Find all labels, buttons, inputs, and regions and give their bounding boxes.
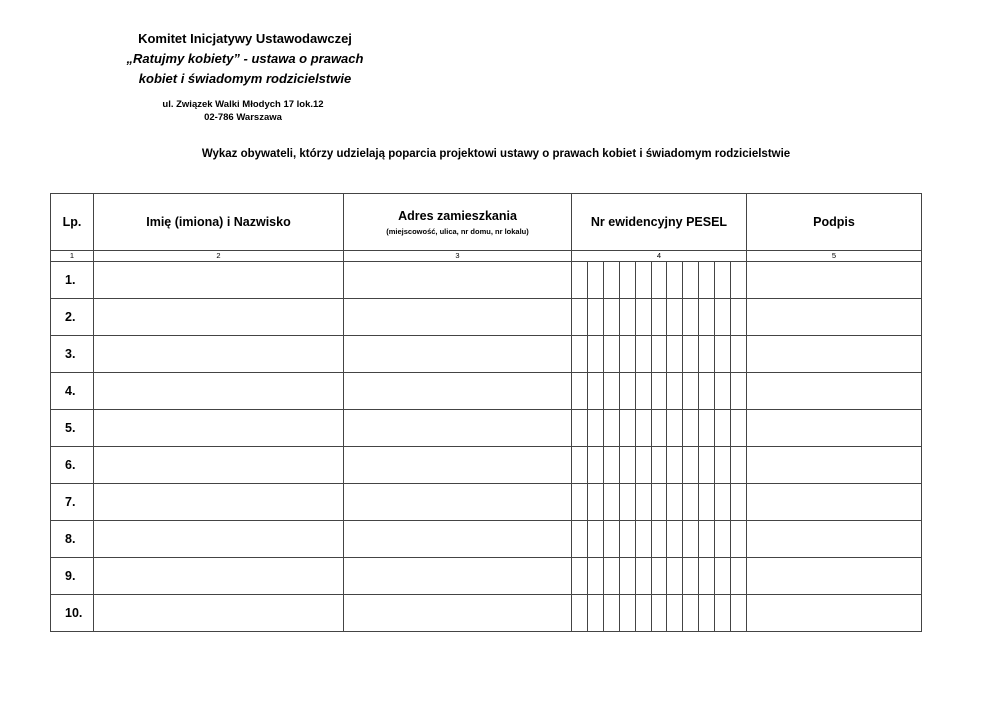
pesel-digit-box[interactable] — [619, 373, 635, 409]
pesel-digit-box[interactable] — [635, 521, 651, 557]
pesel-digit-box[interactable] — [635, 558, 651, 594]
pesel-digit-box[interactable] — [603, 558, 619, 594]
pesel-digit-box[interactable] — [682, 410, 698, 446]
pesel-digit-box[interactable] — [619, 521, 635, 557]
col-number: 5 — [747, 251, 922, 262]
pesel-digit-box[interactable] — [666, 336, 682, 372]
pesel-digit-box[interactable] — [651, 595, 667, 631]
pesel-digit-box[interactable] — [714, 595, 730, 631]
pesel-digit-box[interactable] — [619, 595, 635, 631]
pesel-digit-box[interactable] — [651, 558, 667, 594]
pesel-digit-box[interactable] — [603, 447, 619, 483]
signature-field[interactable] — [747, 447, 922, 484]
pesel-digit-box[interactable] — [635, 410, 651, 446]
pesel-digit-box[interactable] — [587, 558, 603, 594]
pesel-digit-box[interactable] — [572, 595, 587, 631]
pesel-digit-box[interactable] — [714, 262, 730, 298]
table-body — [51, 262, 922, 632]
pesel-digit-box[interactable] — [619, 558, 635, 594]
pesel-digit-box[interactable] — [730, 447, 746, 483]
table-row — [51, 521, 922, 558]
pesel-digit-box[interactable] — [730, 336, 746, 372]
pesel-field[interactable] — [572, 299, 747, 336]
table-row — [51, 558, 922, 595]
pesel-digit-box[interactable] — [651, 410, 667, 446]
header-name: Imię (imiona) i Nazwisko — [94, 194, 344, 251]
pesel-digit-box[interactable] — [635, 484, 651, 520]
committee-header — [100, 30, 390, 87]
signature-field[interactable] — [747, 262, 922, 299]
pesel-digit-box[interactable] — [666, 410, 682, 446]
committee-name: Komitet Inicjatywy Ustawodawczej — [138, 31, 352, 46]
initiative-slogan: „Ratujmy kobiety” - ustawa o prawach — [126, 51, 364, 66]
table-row — [51, 410, 922, 447]
pesel-digit-box[interactable] — [587, 262, 603, 298]
pesel-digit-box[interactable] — [619, 447, 635, 483]
pesel-digit-box[interactable] — [603, 521, 619, 557]
pesel-digit-box[interactable] — [603, 336, 619, 372]
name-field[interactable] — [94, 521, 344, 558]
pesel-digit-box[interactable] — [651, 299, 667, 335]
pesel-digit-box[interactable] — [587, 299, 603, 335]
row-number: 1. — [51, 262, 94, 299]
pesel-digit-box[interactable] — [730, 262, 746, 298]
signature-field[interactable] — [747, 595, 922, 632]
pesel-digit-boxes — [572, 521, 746, 557]
pesel-digit-box[interactable] — [698, 595, 714, 631]
address-field[interactable] — [344, 558, 572, 595]
row-number: 2. — [51, 299, 94, 336]
pesel-digit-box[interactable] — [619, 262, 635, 298]
header-address-label: Adres zamieszkania — [398, 208, 517, 223]
pesel-digit-box[interactable] — [714, 484, 730, 520]
pesel-digit-box[interactable] — [587, 373, 603, 409]
list-title: Wykaz obywateli, którzy udzielają poparcia projektowi ustawy o prawach kobiet i świadomym rodzicielstwie — [201, 148, 791, 160]
pesel-digit-box[interactable] — [666, 299, 682, 335]
table-row — [51, 336, 922, 373]
pesel-digit-box[interactable] — [651, 484, 667, 520]
pesel-digit-box[interactable] — [635, 595, 651, 631]
pesel-field[interactable] — [572, 447, 747, 484]
signature-field[interactable] — [747, 558, 922, 595]
pesel-digit-box[interactable] — [682, 521, 698, 557]
pesel-digit-box[interactable] — [651, 373, 667, 409]
signature-field[interactable] — [747, 299, 922, 336]
pesel-digit-boxes — [572, 373, 746, 409]
pesel-field[interactable] — [572, 484, 747, 521]
address-field[interactable] — [344, 410, 572, 447]
pesel-digit-box[interactable] — [603, 299, 619, 335]
name-field[interactable] — [94, 373, 344, 410]
header-lp: Lp. — [51, 194, 94, 251]
pesel-digit-box[interactable] — [682, 299, 698, 335]
col-number: 2 — [94, 251, 344, 262]
address-field[interactable] — [344, 521, 572, 558]
table-header-row — [51, 194, 922, 251]
pesel-digit-box[interactable] — [587, 410, 603, 446]
pesel-digit-box[interactable] — [651, 521, 667, 557]
pesel-digit-box[interactable] — [730, 558, 746, 594]
address-field[interactable] — [344, 336, 572, 373]
name-field[interactable] — [94, 410, 344, 447]
pesel-digit-box[interactable] — [730, 595, 746, 631]
name-field[interactable] — [94, 262, 344, 299]
pesel-digit-box[interactable] — [619, 336, 635, 372]
pesel-digit-box[interactable] — [572, 521, 587, 557]
pesel-digit-box[interactable] — [698, 373, 714, 409]
address-field[interactable] — [344, 373, 572, 410]
pesel-digit-boxes — [572, 336, 746, 372]
row-number: 10. — [51, 595, 94, 632]
pesel-digit-box[interactable] — [682, 373, 698, 409]
pesel-digit-box[interactable] — [714, 373, 730, 409]
pesel-digit-box[interactable] — [714, 336, 730, 372]
pesel-digit-box[interactable] — [651, 336, 667, 372]
pesel-field[interactable] — [572, 336, 747, 373]
address-street: ul. Związek Walki Młodych 17 lok.12 — [162, 99, 324, 110]
address-field[interactable] — [344, 595, 572, 632]
pesel-digit-box[interactable] — [698, 558, 714, 594]
pesel-digit-box[interactable] — [682, 262, 698, 298]
name-field[interactable] — [94, 595, 344, 632]
header-address-hint: (miejscowość, ulica, nr domu, nr lokalu) — [386, 226, 529, 236]
pesel-field[interactable] — [572, 262, 747, 299]
row-number: 5. — [51, 410, 94, 447]
pesel-digit-box[interactable] — [651, 262, 667, 298]
pesel-digit-boxes — [572, 410, 746, 446]
col-number: 1 — [51, 251, 94, 262]
pesel-digit-box[interactable] — [603, 373, 619, 409]
committee-address — [108, 98, 378, 124]
address-field[interactable] — [344, 447, 572, 484]
row-number: 3. — [51, 336, 94, 373]
signature-field[interactable] — [747, 373, 922, 410]
pesel-digit-box[interactable] — [682, 447, 698, 483]
pesel-field[interactable] — [572, 521, 747, 558]
pesel-digit-box[interactable] — [714, 447, 730, 483]
pesel-digit-box[interactable] — [666, 447, 682, 483]
pesel-digit-box[interactable] — [572, 484, 587, 520]
column-number-row — [51, 251, 922, 262]
name-field[interactable] — [94, 447, 344, 484]
pesel-digit-box[interactable] — [603, 410, 619, 446]
pesel-digit-box[interactable] — [682, 595, 698, 631]
header-pesel: Nr ewidencyjny PESEL — [572, 194, 747, 251]
pesel-digit-box[interactable] — [635, 447, 651, 483]
pesel-digit-box[interactable] — [572, 558, 587, 594]
pesel-digit-box[interactable] — [635, 299, 651, 335]
pesel-digit-box[interactable] — [666, 595, 682, 631]
pesel-field[interactable] — [572, 558, 747, 595]
pesel-digit-box[interactable] — [730, 484, 746, 520]
pesel-digit-box[interactable] — [698, 447, 714, 483]
signature-field[interactable] — [747, 521, 922, 558]
pesel-digit-boxes — [572, 447, 746, 483]
row-number: 8. — [51, 521, 94, 558]
pesel-digit-box[interactable] — [587, 447, 603, 483]
pesel-digit-box[interactable] — [698, 299, 714, 335]
pesel-digit-box[interactable] — [619, 299, 635, 335]
initiative-slogan-cont: kobiet i świadomym rodzicielstwie — [138, 71, 352, 86]
pesel-digit-box[interactable] — [714, 558, 730, 594]
table-row — [51, 484, 922, 521]
pesel-digit-box[interactable] — [666, 484, 682, 520]
pesel-digit-box[interactable] — [587, 484, 603, 520]
pesel-digit-box[interactable] — [698, 410, 714, 446]
pesel-digit-box[interactable] — [635, 373, 651, 409]
pesel-digit-box[interactable] — [714, 410, 730, 446]
table-row — [51, 299, 922, 336]
pesel-digit-box[interactable] — [619, 410, 635, 446]
row-number: 6. — [51, 447, 94, 484]
address-field[interactable] — [344, 484, 572, 521]
address-field[interactable] — [344, 262, 572, 299]
pesel-digit-boxes — [572, 595, 746, 631]
row-number: 9. — [51, 558, 94, 595]
col-number: 4 — [572, 251, 747, 262]
pesel-digit-box[interactable] — [698, 262, 714, 298]
signature-table — [50, 193, 922, 632]
name-field[interactable] — [94, 336, 344, 373]
pesel-digit-box[interactable] — [698, 484, 714, 520]
pesel-field[interactable] — [572, 373, 747, 410]
pesel-digit-box[interactable] — [730, 521, 746, 557]
pesel-digit-box[interactable] — [666, 373, 682, 409]
pesel-digit-box[interactable] — [714, 521, 730, 557]
pesel-digit-box[interactable] — [714, 299, 730, 335]
row-number: 4. — [51, 373, 94, 410]
pesel-digit-box[interactable] — [572, 373, 587, 409]
pesel-digit-box[interactable] — [730, 373, 746, 409]
pesel-digit-box[interactable] — [603, 262, 619, 298]
address-city: 02-786 Warszawa — [204, 112, 282, 123]
pesel-digit-box[interactable] — [572, 447, 587, 483]
pesel-digit-box[interactable] — [651, 447, 667, 483]
pesel-digit-box[interactable] — [587, 595, 603, 631]
pesel-digit-boxes — [572, 262, 746, 298]
table-row — [51, 373, 922, 410]
address-field[interactable] — [344, 299, 572, 336]
pesel-digit-boxes — [572, 299, 746, 335]
pesel-digit-box[interactable] — [603, 595, 619, 631]
pesel-digit-box[interactable] — [572, 299, 587, 335]
pesel-digit-box[interactable] — [587, 521, 603, 557]
signature-field[interactable] — [747, 336, 922, 373]
pesel-digit-box[interactable] — [666, 262, 682, 298]
pesel-digit-box[interactable] — [682, 336, 698, 372]
pesel-digit-box[interactable] — [635, 336, 651, 372]
pesel-digit-boxes — [572, 558, 746, 594]
pesel-digit-box[interactable] — [587, 336, 603, 372]
pesel-digit-box[interactable] — [603, 484, 619, 520]
header-address — [344, 194, 572, 251]
pesel-digit-box[interactable] — [682, 558, 698, 594]
pesel-digit-box[interactable] — [572, 262, 587, 298]
name-field[interactable] — [94, 558, 344, 595]
pesel-digit-box[interactable] — [730, 410, 746, 446]
pesel-digit-boxes — [572, 484, 746, 520]
table-row — [51, 595, 922, 632]
pesel-digit-box[interactable] — [666, 521, 682, 557]
pesel-digit-box[interactable] — [698, 336, 714, 372]
table-row — [51, 447, 922, 484]
signature-field[interactable] — [747, 484, 922, 521]
pesel-digit-box[interactable] — [698, 521, 714, 557]
name-field[interactable] — [94, 299, 344, 336]
pesel-digit-box[interactable] — [619, 484, 635, 520]
pesel-digit-box[interactable] — [682, 484, 698, 520]
signature-field[interactable] — [747, 410, 922, 447]
pesel-digit-box[interactable] — [635, 262, 651, 298]
name-field[interactable] — [94, 484, 344, 521]
pesel-digit-box[interactable] — [572, 410, 587, 446]
header-signature: Podpis — [747, 194, 922, 251]
row-number: 7. — [51, 484, 94, 521]
table-row — [51, 262, 922, 299]
pesel-digit-box[interactable] — [730, 299, 746, 335]
pesel-digit-box[interactable] — [572, 336, 587, 372]
pesel-digit-box[interactable] — [666, 558, 682, 594]
pesel-field[interactable] — [572, 410, 747, 447]
col-number: 3 — [344, 251, 572, 262]
pesel-field[interactable] — [572, 595, 747, 632]
